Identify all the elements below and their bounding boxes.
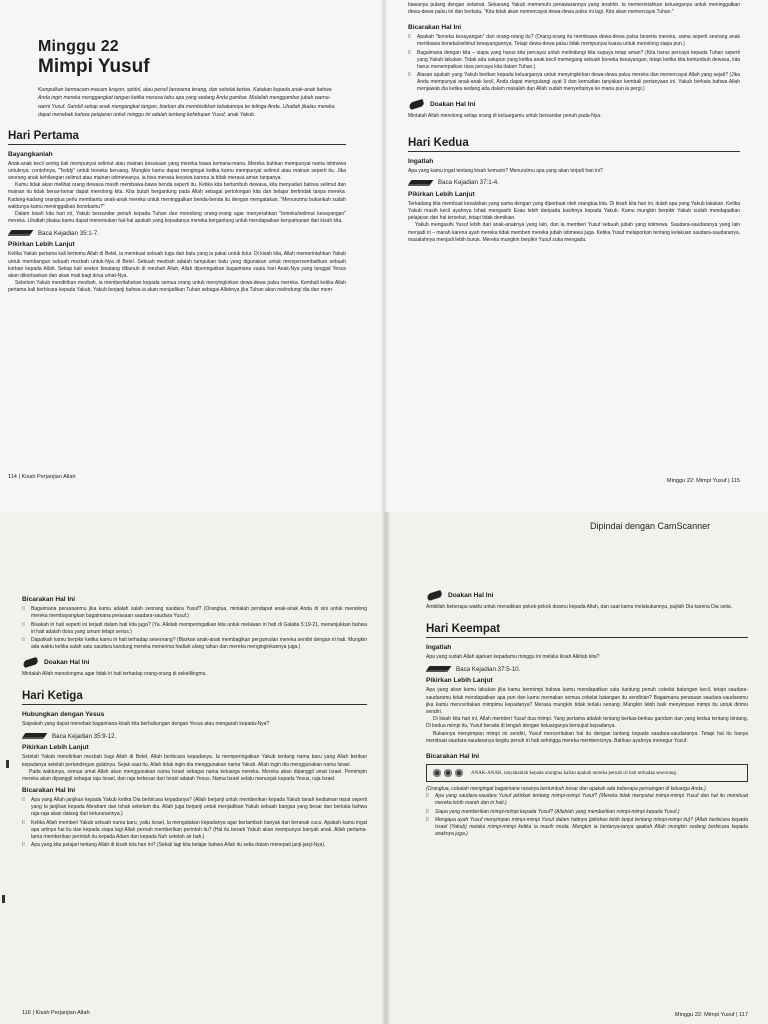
reference-text: Baca Kejadian 37:1-4. [438,179,499,187]
paragraph: Pada waktunya, semua umat Allah akan menggunakan nama Israel sebagai nama keluarga mereka. Mereka akan dipanggil umat Israel. Pemimpin mereka akan dipanggil sebagai raja Israel, dan raja terbesar dari Israel adalah Yesus. Nama Israel selalu menunjuk kepada Yesus, raja Israel. [22,768,367,783]
prayer-heading: Doakan Hal Ini [408,99,740,109]
bullet-icon: ⁞⁞ [408,34,411,41]
paragraph: Yakub mengasihi Yusuf lebih dari anak-anaknya yang lain, dan ia memberi Yusuf sebuah jubah yang istimewa. Saudara-saudaranya yang lain menjadi iri – marah karena ayah mereka tidak memberi mereka jubah istimewa juga. Ketika Yusuf melaporkan tentang kelakuan saudara-saudaranya, masalahnya menjadi lebih buruk. Mereka mungkin berpikir Yusuf suka mengadu. [408,222,740,243]
subheading-think: Pikirkan Lebih Lanjut [408,190,475,198]
scan-edge-mark [6,760,9,768]
page-114 [8,38,346,490]
bible-icon [426,665,452,673]
page-footer: 114 | Kisah Perjanjian Allah [8,474,76,480]
discussion-bullet: ⁞⁞ Alasan apakah yang Yakub berikan kepada keluarganya untuk menyingkirkan dewa-dewa palsu mereka dan memercayai Allah yang sejati? (Jika Anda mempunyai anak-anak kecil, Anda dapat mengulangi ayat 3 dan kemudian tanyakan kembali pertanyaan ini. Yakub berkata bahwa Allah menjawab dia ketika sedang ada dalam masalah dan Allah sudah menyertainya ke mana pun ia pergi.) [408,72,740,93]
bible-icon [8,229,34,237]
paragraph: Siapakah yang dapat menebak bagaimana kisah kita berhubungan dengan Yesus atau mengarah kepada-Nya? [22,721,270,728]
page-footer: Minggu 22: Mimpi Yusuf | 115 [666,478,740,484]
scan-edge-mark [2,895,5,903]
subheading-think: Pikirkan Lebih Lanjut [426,677,493,685]
paragraph: Mintalah Allah menolongmu agar tidak iri hati terhadap orang-orang di sekelilingmu. [22,671,207,677]
paragraph-group [22,671,367,678]
paragraph-group [22,721,367,728]
bullet-icon: ⁞⁞ [22,819,25,826]
paragraph-group [408,113,740,120]
subheading-discuss: Bicarakan Hal Ini [22,596,76,603]
discussion-bullet: ⁞⁞ Apakah "boneka kesayangan" dari orang-orang itu? (Orang-orang itu membawa dewa-dewa palsu beserta mereka, sama seperti seorang anak membawa boneka/selimut kesayangannya. Tetapi dewa-dewa palsu tidak mempunyai kuasa untuk menolong siapa pun.) [408,34,740,48]
discussion-bullet: ⁞⁞ Siapa yang memberikan mimpi-mimpi kepada Yusuf? (Allahlah yang memberikan mimpi-mimpi kepada Yusuf.) [426,808,680,815]
paragraph: Anak-anak kecil sering kali mempunyai selimut atau mainan kesukaan yang mereka bawa kemana-mana. Mereka bahkan mempunyai nama istimewa untuknya; contohnya, "Teddy" untuk boneka beruang. Mungkin kamu dapat mengingat ketika kamu mempunyai selimut atau mainan seperti itu. Jika seorang anak kehilangan selimut atau mainan istimewanya, ia bisa merasa kecewa karena ia tidak merasa aman tanpanya. [8,160,346,182]
paragraph-group [426,604,748,611]
paragraph: Ketika Yakub pertama kali bertemu Allah di Betel, ia membuat sebuah tugu dari batu yang ia pakai untuk tidur. Di kisah kita, Allah memerintahkan Yakub untuk membangun sebuah mezbah untuk-Nya di Betel. Sebuah mezbah adalah tumpukan batu yang digunakan untuk mempersembahkan sebuah korban kepada Allah. Setiap kali seekor binatang dibunuh di mezbah Allah, Allah diperingatkan bagaimana suatu hari Anak-Nya yang tunggal Yesus akan dikorbankan dan akan mati bagi dosa umat-Nya. [8,251,346,280]
page-footer: Minggu 22: Mimpi Yusuf | 117 [674,1012,748,1018]
reference-text: Baca Kejadian 35:9-12. [52,732,117,740]
paragraph: Dalam kisah kita hari ini, Yakub bersandar penuh kepada Tuhan dan menolong orang-orang agar menyerahkan "boneka/selimut kesayangan" mereka. Lihatlah jikalau kamu dapat menemukan hal-hal apakah yang kepadanya mereka bergantung untuk mendapatkan kenyamanan dari kisah kita. [8,211,346,225]
discussion-bullet: ⁞⁞ Bagaimana perasaanmu jika kamu adalah salah seorang saudara Yusuf? (Orangtua, mintalah pendapat anak-anak Anda di sini untuk menolong mereka membayangkan bagaimana perasaan saudara-saudara Yusuf.) [22,606,367,619]
paragraph: Di kisah kita hari ini, Allah memberi Yusuf dua mimpi. Yang pertama adalah tentang berkas-berkas gandum dan yang kedua tentang bintang. Di kedua mimpi itu, Yusuf berada di tengah dengan keluarganya bersujud kepadanya. [426,716,748,730]
activity-box [426,764,748,782]
paragraph-group [8,161,346,226]
paragraph: Bukannya menyimpan mimpi ini sendiri, Yusuf menceritakan hal itu dengan lantang kepada saudara-saudaranya. Tetapi hal itu hanya membuat saudara-saudaranya begitu penuh iri hati sehingga mereka membencinya. Bahkan ayahnya menegur Yusuf. [426,730,748,744]
page-116 [22,592,367,1022]
paragraph: Terkadang kita membuat kesalahan yang sama dengan yang diperbuat oleh orangtua kita. Di kisah kita hari ini, itulah apa yang Yakub lakukan. Ketika Yakub masih kecil ayahnya Ishak mengasihi Esau lebih daripada kasihnya kepada Yakub. Kamu mungkin berpikir Yakub sudah mendapatkan pelajaran dari hal tersebut, tetapi tidak demikian. [408,200,740,222]
scanner-watermark: Dipindai dengan CamScanner [590,521,711,531]
intro-text: Kumpulkan bermacam-macam krayon, spidol, atau pensil berwarna terang, dan sehelai kertas. Katakan kepada anak-anak bahwa Anda ingin mereka menggangkat tangan ketika merasa tahu apa yang sedang Anda gambar. Mulailah menggambar jubah warna-warni Yusuf. Sambil setiap anak mengangkat tangan, biarkan dia membisikkan tebakannya ke telinga Anda. Lihatlah jikalau mereka dapat menebak bahwa pelajaran untuk minggu ini adalah tentang kehidupan Yusuf, anak Yakub. [38,87,335,119]
discussion-bullet: ⁞⁞ Ketika Allah memberi Yakub sebuah nama baru, yaitu Israel, Ia mengatakan kepadanya agar bertambah banyak dan beranak cucu. Apakah kamu ingat apa artinya hal itu dan kepada siapa lagi Allah pernah memberikan perintah itu? (Hal itu berarti Yakub akan mempunyai banyak anak. Allah pertama-tama memberikan perintah itu kepada Adam dan kepada Nuh setelah air bah.) [22,819,367,840]
paragraph: Apa yang kamu ingat tentang kisah kemarin? Menurutmu apa yang akan terjadi hari ini? [408,167,603,174]
paragraph: Sebelum Yakub mendirikan mezbah, ia memberitahukan kepada semua orang untuk menyingkirkan dewa-dewa palsu mereka. Kembali ketika Allah pertama kali berbicara kepada Yakub, Yakub berjanji bahwa ia akan menjadikan Tuhan sebagai Allahnya jika Tuhan akan melindungi dia dan mem- [8,280,346,294]
paragraph-group [426,786,748,793]
day-heading: Hari Ketiga [22,690,367,705]
bullet-icon: ⁞⁞ [426,817,429,824]
paragraph: Ambillah beberapa waktu untuk menaikkan pokok-pokok doamu kepada Allah, dan saat kamu melakukannya, pujilah Dia karena Dia setia. [426,604,733,610]
reference-text: Baca Kejadian 37:5-10. [456,665,521,673]
paragraph: Setelah Yakub mendirikan mezbah bagi Allah di Betel, Allah berbicara kepadanya. Ia memperingatkan Yakub tentang nama baru yang Allah berikan kepadanya setelah pertandingan gulatnya. Sejak saat itu, Allah tidak ingin dia menggunakan nama Yakub. Allah ingin dia menggunakan nama Israel. [22,754,367,768]
paragraph-group [8,251,346,294]
discussion-bullet: ⁞⁞ Bagaimana dengan kita – siapa yang harus kita percayai untuk melindungi kita supaya tetap aman? (Kita harus percaya kepada Tuhan seperti yang Yakub lakukan. Tidak ada satupun yang ketika anak kecil memegang sebuah boneka kesayangan, tetapi ketika kita bertumbuh dewasa, kita harus menempatkan rasa percaya kita dalam Tuhan.) [408,49,740,70]
bullet-icon: ⁞⁞ [426,793,429,800]
paragraph-group [22,754,367,783]
subheading-imagine: Bayangkanlah [8,150,53,158]
discussion-bullet: ⁞⁞ Mengapa ayah Yusuf menyimpan mimpi-mimpi Yusuf dalam hatinya (pikirkan lebih lanjut tentang mimpi-mimpi itu)? (Allah berbicara kepada Israel (Yakub) melalui mimpi-mimpi ketika ia masih muda. Mungkin ia bertanya-tanya apakah Allah mungkin sedang berbicara kepada anaknya juga.) [426,817,748,838]
paragraph: Kamu tidak akan melihat orang dewasa masih membawa-bawa benda seperti itu. Ketika kita bertumbuh dewasa, kita menyadari bahwa selimut dan mainan itu tidak benar-benar dapat menolong kita. Kita butuh bergantung pada Allah sebagai pertolongan kita dan belajar bertindak tanpa mereka. Kadang-kadang orangtua perlu membantu anak-anak mereka untuk meninggalkan benda-benda itu dengan mengatakan, "Menurutmu bukankah sudah waktunya kamu meninggalkan bonekamu?" [8,182,346,210]
subheading-connect: Hubungkan dengan Yesus [22,711,105,719]
page-115 [408,2,740,492]
subheading-think: Pikirkan Lebih Lanjut [22,744,89,752]
bible-reference [8,229,346,237]
lesson-title: Mimpi Yusuf [38,56,150,77]
bullet-icon: ⁞⁞ [22,606,25,612]
reference-text: Baca Kejadian 35:1-7. [38,229,99,237]
bullet-icon: ⁞⁞ [426,808,429,815]
paragraph-group [408,201,740,244]
paragraph-group [426,654,748,661]
paragraph: Mintalah Allah menolong setiap orang di keluargamu untuk bersandar penuh pada-Nya. [408,113,602,120]
praying-hands-icon [408,99,426,109]
page-footer: 116 | Kisah Perjanjian Allah [22,1010,90,1016]
day-heading: Hari Pertama [8,130,346,145]
bullet-icon: ⁞⁞ [22,637,25,643]
page-117 [426,590,748,1024]
bullet-icon: ⁞⁞ [22,621,25,628]
bible-reference [22,732,367,740]
book-fold-top [381,0,387,512]
discussion-bullet: ⁞⁞ Apa yang Allah janjikan kepada Yakub ketika Dia berbicara kepadanya? (Allah berjanji untuk memberikan kepada Yakub tanah kediaman tepat seperti yang Ia janjikan kepada Abraham dan Ishak sebelum dia. Allah juga berjanji untuk menjadikan Yakub sebuah bangsa yang besar dan berkata bahwa raja-raja akan datang dari keturunannya.) [22,797,367,818]
praying-hands-icon [22,657,40,667]
subheading-discuss: Bicarakan Hal Ini [22,787,76,795]
paragraph: bawanya pulang dengan selamat. Sekarang Yakub memenuhi penawarannya yang terakhir. Ia memerintahkan keluarganya untuk meninggalkan dewa-dewa palsu ini dan berkata, "Kita tidak akan memercayai dewa-dewa palsu ini lagi. Kita akan memercayai Tuhan." [408,2,740,16]
dots-icon [433,769,463,777]
bible-icon [408,179,434,187]
bible-reference [408,179,740,187]
bible-icon [22,732,48,740]
subheading-discuss: Bicarakan Hal Ini [426,753,480,761]
prayer-heading: Doakan Hal Ini [426,590,748,600]
day-heading: Hari Kedua [408,137,740,152]
subheading-discuss: Bicarakan Hal Ini [408,24,462,32]
paragraph-group [408,2,740,16]
activity-text: ANAK-ANAK, tanyakanlah kepada orangtua kalian apakah mereka pernah iri hati terhadap seseorang. [471,770,678,776]
discussion-bullet: ⁞⁞ Dapatkah kamu berpikir ketika kamu iri hati terhadap seseorang? (Biarkan anak-anak membagikan pergumulan mereka sendiri dengan iri hati. Mungkin ada waktu ketika salah satu saudara kandung mereka menerima hadiah ulang tahun dan mereka menginginkannya juga.) [22,637,367,650]
bullet-icon: ⁞⁞ [22,797,25,804]
bullet-icon: ⁞⁞ [408,49,411,56]
bible-reference [426,665,748,673]
book-fold-bottom [381,512,391,1024]
prayer-heading: Doakan Hal Ini [22,657,367,667]
subheading-think: Pikirkan Lebih Lanjut [8,241,75,249]
discussion-bullet: ⁞⁞ Apa yang saudara-saudara Yusuf pikirkan tentang mimpi-mimpi Yusuf? (Mereka tidak menyukai mimpi-mimpi Yusuf dan hal itu membuat mereka lebih marah dan iri hati.) [426,793,748,807]
bullet-icon: ⁞⁞ [22,842,25,849]
week-label: Minggu 22 [38,38,119,55]
day-heading: Hari Keempat [426,623,748,638]
discussion-bullet: ⁞⁞ Apa yang kita pelajari tentang Allah di kisah kita hari ini? (Sekali lagi kita belajar bahwa Allah itu setia dalam menepati janji-janji-Nya). [22,842,326,849]
paragraph: (Orangtua, cobalah mengingat bagaimana rasanya bertumbuh besar dan apakah ada beberapa persaingan di keluarga Anda.) [426,786,706,793]
paragraph-group [426,687,748,745]
subheading-remember: Ingatlah [408,157,434,165]
praying-hands-icon [426,590,444,600]
discussion-bullet: ⁞⁞ Bisakah iri hati seperti ini terjadi dalam hati kita juga? (Ya. Alkitab memperingatkan kita untuk melawan iri hati di Galatia 5:19-21, menunjukkan bahwa iri hati adalah dosa yang umum tetapi serius.) [22,621,367,635]
subheading-remember: Ingatlah [426,644,452,652]
paragraph: Apa yang sudah Allah ajarkan kepadamu minggu ini melalui kisah Alkitab kita? [426,654,600,661]
bullet-icon: ⁞⁞ [408,72,411,79]
paragraph-group [408,168,740,175]
paragraph: Apa yang akan kamu lakukan jika kamu bermimpi bahwa kamu mendapatkan satu kantung penuh cokelat batangan kecil, tetapi saudara-saudaramu tidak mendapatkan apa pun dan kamu memakan semua cokelat batangan itu sendirian? Bagaimana perasaan saudara-saudaramu jika kamu menceritakan mimpimu kepadanya? Merasa mungkin tidak terlalu senang. Mungkin lebih baik menyimpan mimpi itu untuk dirimu sendiri. [426,687,748,716]
